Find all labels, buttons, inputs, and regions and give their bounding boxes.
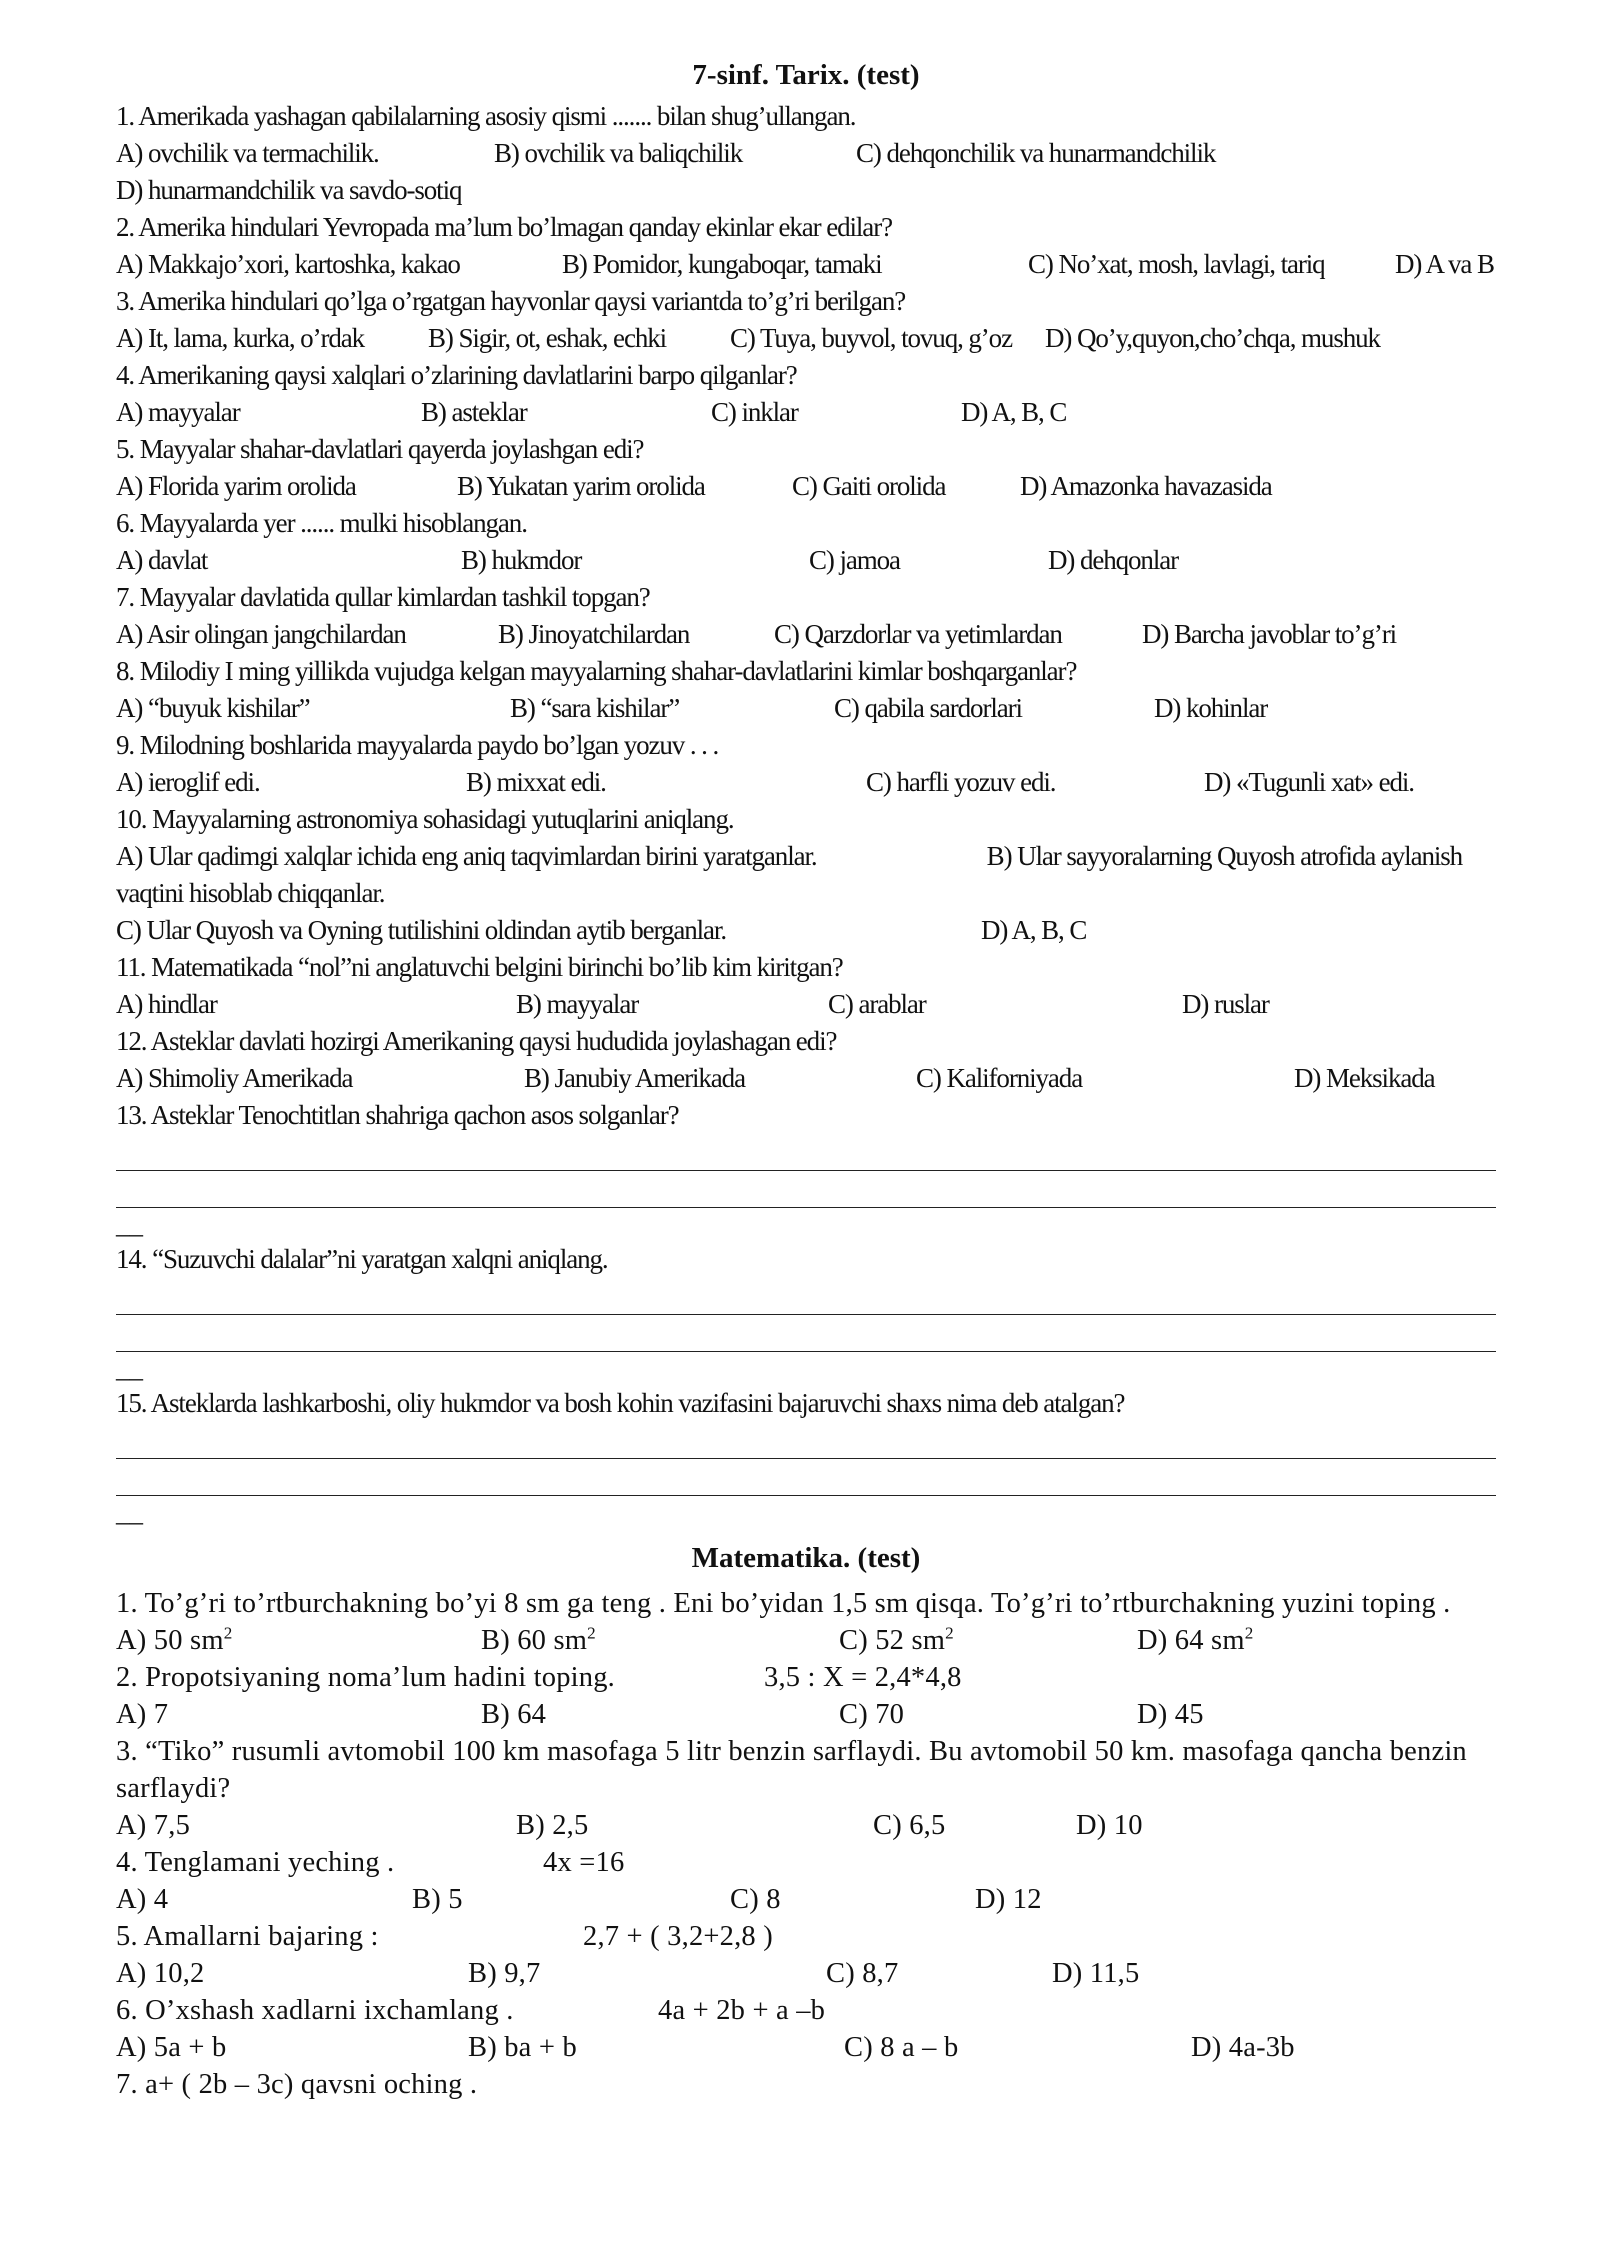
- option-b: B) Janubiy Amerikada: [524, 1063, 745, 1093]
- tarix-question-4: 4. Amerikaning qaysi xalqlari o’zlarining davlatlarini barpo qilganlar?: [116, 360, 797, 390]
- option-a: A) 4: [116, 1884, 169, 1915]
- tarix-options-5: [116, 468, 1496, 505]
- math-question-7: 7. a+ ( 2b – 3c) qavsni oching .: [116, 2069, 478, 2100]
- option-c: C) 8,7: [826, 1958, 899, 1989]
- option-c: C) jamoa: [809, 545, 900, 575]
- tarix-question-12: 12. Asteklar davlati hozirgi Amerikaning qaysi hududida joylashagan edi?: [116, 1026, 837, 1056]
- option-a: A) hindlar: [116, 989, 217, 1019]
- option-d: D) Qo’y,quyon,cho’chqa, mushuk: [1045, 323, 1380, 353]
- option-d: D) 11,5: [1052, 1958, 1140, 1989]
- option-c: C) inklar: [711, 397, 798, 427]
- worksheet-page: [116, 52, 1496, 2103]
- option-c: C) arablar: [828, 989, 926, 1019]
- expression: 2,7 + ( 3,2+2,8 ): [583, 1921, 773, 1952]
- math-options-5: [116, 1955, 1496, 1992]
- option-b: B) Jinoyatchilardan: [498, 619, 690, 649]
- option-a: A) Florida yarim orolida: [116, 471, 356, 501]
- math-question-6: [116, 1992, 1496, 2029]
- option-b: B) mixxat edi.: [466, 767, 606, 797]
- option-b: B) Yukatan yarim orolida: [457, 471, 705, 501]
- math-options-2: [116, 1696, 1496, 1733]
- tarix-options-2: [116, 246, 1496, 283]
- tarix-options-10: [116, 838, 1496, 949]
- question-text: 6. O’xshash xadlarni ixchamlang .: [116, 1995, 514, 2026]
- tarix-options-3: [116, 320, 1496, 357]
- tarix-question-9: 9. Milodning boshlarida mayyalarda paydo bo’lgan yozuv . . .: [116, 730, 719, 760]
- option-c: C) No’xat, mosh, lavlagi, tariq: [1028, 249, 1325, 279]
- math-question-5: [116, 1918, 1496, 1955]
- option-d: D) 45: [1137, 1699, 1204, 1730]
- tarix-question-8: 8. Milodiy I ming yillikda vujudga kelgan mayyalarning shahar-davlatlarini kimlar boshqarganlar?: [116, 656, 1077, 686]
- option-c: C) Gaiti orolida: [792, 471, 946, 501]
- answer-line-tail: __: [116, 1353, 143, 1383]
- option-b: B) ovchilik va baliqchilik: [494, 138, 743, 168]
- tarix-question-14: 14. “Suzuvchi dalalar”ni yaratgan xalqni aniqlang.: [116, 1244, 608, 1274]
- option-c: C) Ular Quyosh va Oyning tutilishini oldindan aytib berganlar.: [116, 915, 726, 945]
- option-b: B) Pomidor, kungaboqar, tamaki: [562, 249, 882, 279]
- option-c: C) Tuya, buyvol, tovuq, g’oz: [730, 323, 1012, 353]
- option-a: A) Asir olingan jangchilardan: [116, 619, 406, 649]
- option-c: C) dehqonchilik va hunarmandchilik: [856, 138, 1216, 168]
- option-a: A) mayyalar: [116, 397, 240, 427]
- option-b: B) mayyalar: [516, 989, 639, 1019]
- option-a: A) ovchilik va termachilik.: [116, 138, 379, 168]
- option-c: C) 52 $sm^2$: [839, 1623, 954, 1656]
- math-question-3: 3. “Tiko” rusumli avtomobil 100 km masofaga 5 litr benzin sarflaydi. Bu avtomobil 50 km. masofaga qancha benzin sarflaydi?: [116, 1736, 1467, 1804]
- answer-line-tail: __: [116, 1497, 143, 1527]
- tarix-question-11: 11. Matematikada “nol”ni anglatuvchi belgini birinchi bo’lib kim kiritgan?: [116, 952, 843, 982]
- question-text: 2. Propotsiyaning noma’lum hadini toping.: [116, 1662, 616, 1693]
- option-b: B) asteklar: [421, 397, 527, 427]
- option-a: A) davlat: [116, 545, 208, 575]
- math-question-2: [116, 1659, 1496, 1696]
- option-a: A) “buyuk kishilar”: [116, 693, 310, 723]
- matematika-section: [116, 1585, 1496, 2103]
- superscript: 2: [1244, 1623, 1254, 1643]
- tarix-title: 7-sinf. Tarix. (test): [692, 59, 920, 91]
- tarix-question-10: 10. Mayyalarning astronomiya sohasidagi yutuqlarini aniqlang.: [116, 804, 734, 834]
- tarix-question-15: 15. Asteklarda lashkarboshi, oliy hukmdor va bosh kohin vazifasini bajaruvchi shaxs nima deb atalgan?: [116, 1388, 1125, 1418]
- option-c: C) 8: [730, 1884, 781, 1915]
- math-options-3: [116, 1807, 1496, 1844]
- option-b: B) 9,7: [468, 1958, 541, 1989]
- option-d: D) kohinlar: [1154, 693, 1268, 723]
- tarix-question-1: 1. Amerikada yashagan qabilalarning asosiy qismi ....... bilan shug’ullangan.: [116, 101, 856, 131]
- option-d: D) 64 $sm^2$: [1137, 1623, 1254, 1656]
- option-a: A) Makkajo’xori, kartoshka, kakao: [116, 249, 460, 279]
- option-a: A) 7,5: [116, 1810, 191, 1841]
- option-a: A) ieroglif edi.: [116, 767, 260, 797]
- option-b: B) Sigir, ot, eshak, echki: [428, 323, 667, 353]
- option-b: B) “sara kishilar”: [510, 693, 680, 723]
- option-d: D) 4a-3b: [1191, 2032, 1295, 2063]
- tarix-options-7: [116, 616, 1496, 653]
- tarix-options-1: [116, 135, 1496, 209]
- tarix-options-11: [116, 986, 1496, 1023]
- option-d: D) «Tugunli xat» edi.: [1204, 767, 1414, 797]
- answer-line[interactable]: [116, 1134, 1496, 1171]
- superscript: 2: [587, 1623, 596, 1643]
- option-d: D) A, B, C: [961, 397, 1067, 427]
- answer-line-tail: __: [116, 1209, 143, 1239]
- tarix-question-3: 3. Amerika hindulari qo’lga o’rgatgan hayvonlar qaysi variantda to’g’ri berilgan?: [116, 286, 906, 316]
- option-c: C) Kaliforniyada: [916, 1063, 1083, 1093]
- expression: 3,5 : X = 2,4*4,8: [764, 1662, 962, 1693]
- option-c: C) 8 a – b: [844, 2032, 959, 2063]
- tarix-options-8: [116, 690, 1496, 727]
- math-options-4: [116, 1881, 1496, 1918]
- question-text: 5. Amallarni bajaring :: [116, 1921, 379, 1952]
- option-a: A) Ular qadimgi xalqlar ichida eng aniq taqvimlardan birini yaratganlar.: [116, 841, 817, 871]
- tarix-options-9: [116, 764, 1496, 801]
- math-options-6: [116, 2029, 1496, 2066]
- option-b: B) Ular sayyoralarning Quyosh atrofida aylanish vaqtini hisoblab chiqqanlar.: [116, 841, 1463, 908]
- option-d: D) 12: [975, 1884, 1042, 1915]
- option-a: A) 10,2: [116, 1958, 205, 1989]
- option-d: D) A va B: [1395, 249, 1494, 279]
- option-d: D) Amazonka havazasida: [1020, 471, 1272, 501]
- answer-line[interactable]: [116, 1171, 1496, 1208]
- answer-line[interactable]: [116, 1278, 1496, 1315]
- math-question-1: 1. To’g’ri to’rtburchakning bo’yi 8 sm ga teng . Eni bo’yidan 1,5 sm qisqa. To’g’ri to’rtburchakning yuzini toping .: [116, 1588, 1451, 1619]
- option-d: D) ruslar: [1182, 989, 1269, 1019]
- option-d: D) A, B, C: [981, 915, 1087, 945]
- option-d: D) Barcha javoblar to’g’ri: [1142, 619, 1397, 649]
- option-d: D) dehqonlar: [1048, 545, 1179, 575]
- tarix-question-7: 7. Mayyalar davlatida qullar kimlardan tashkil topgan?: [116, 582, 650, 612]
- question-text: 4. Tenglamani yeching .: [116, 1847, 395, 1878]
- tarix-options-6: [116, 542, 1496, 579]
- expression: 4a + 2b + a –b: [658, 1995, 826, 2026]
- superscript: 2: [945, 1623, 954, 1643]
- tarix-question-13: 13. Asteklar Tenochtitlan shahriga qachon asos solganlar?: [116, 1100, 679, 1130]
- option-b: B) hukmdor: [461, 545, 582, 575]
- math-options-1: [116, 1622, 1496, 1659]
- option-a: A) 50 $sm^2$: [116, 1623, 233, 1656]
- option-c: C) Qarzdorlar va yetimlardan: [774, 619, 1062, 649]
- math-question-4: [116, 1844, 1496, 1881]
- option-b: B) 60 $sm^2$: [481, 1623, 596, 1656]
- tarix-question-2: 2. Amerika hindulari Yevropada ma’lum bo’lmagan qanday ekinlar ekar edilar?: [116, 212, 892, 242]
- option-b: B) 5: [412, 1884, 463, 1915]
- option-c: C) harfli yozuv edi.: [866, 767, 1056, 797]
- answer-line[interactable]: [116, 1459, 1496, 1496]
- option-b: B) 64: [481, 1699, 547, 1730]
- option-c: C) qabila sardorlari: [834, 693, 1022, 723]
- answer-line[interactable]: [116, 1422, 1496, 1459]
- tarix-question-5: 5. Mayyalar shahar-davlatlari qayerda joylashgan edi?: [116, 434, 644, 464]
- option-d: D) Meksikada: [1294, 1063, 1435, 1093]
- answer-line[interactable]: [116, 1315, 1496, 1352]
- expression: 4x =16: [543, 1847, 625, 1878]
- tarix-options-12: [116, 1060, 1496, 1097]
- option-b: B) ba + b: [468, 2032, 577, 2063]
- option-d: D) hunarmandchilik va savdo-sotiq: [116, 175, 462, 205]
- option-d: D) 10: [1076, 1810, 1143, 1841]
- tarix-options-4: [116, 394, 1496, 431]
- superscript: 2: [223, 1623, 233, 1643]
- option-a: A) Shimoliy Amerikada: [116, 1063, 353, 1093]
- option-c: C) 6,5: [873, 1810, 946, 1841]
- option-a: A) 5a + b: [116, 2032, 227, 2063]
- option-c: C) 70: [839, 1699, 905, 1730]
- option-b: B) 2,5: [516, 1810, 589, 1841]
- tarix-question-6: 6. Mayyalarda yer ...... mulki hisoblangan.: [116, 508, 527, 538]
- matematika-title: Matematika. (test): [691, 1542, 921, 1574]
- option-a: A) It, lama, kurka, o’rdak: [116, 323, 365, 353]
- option-a: A) 7: [116, 1699, 169, 1730]
